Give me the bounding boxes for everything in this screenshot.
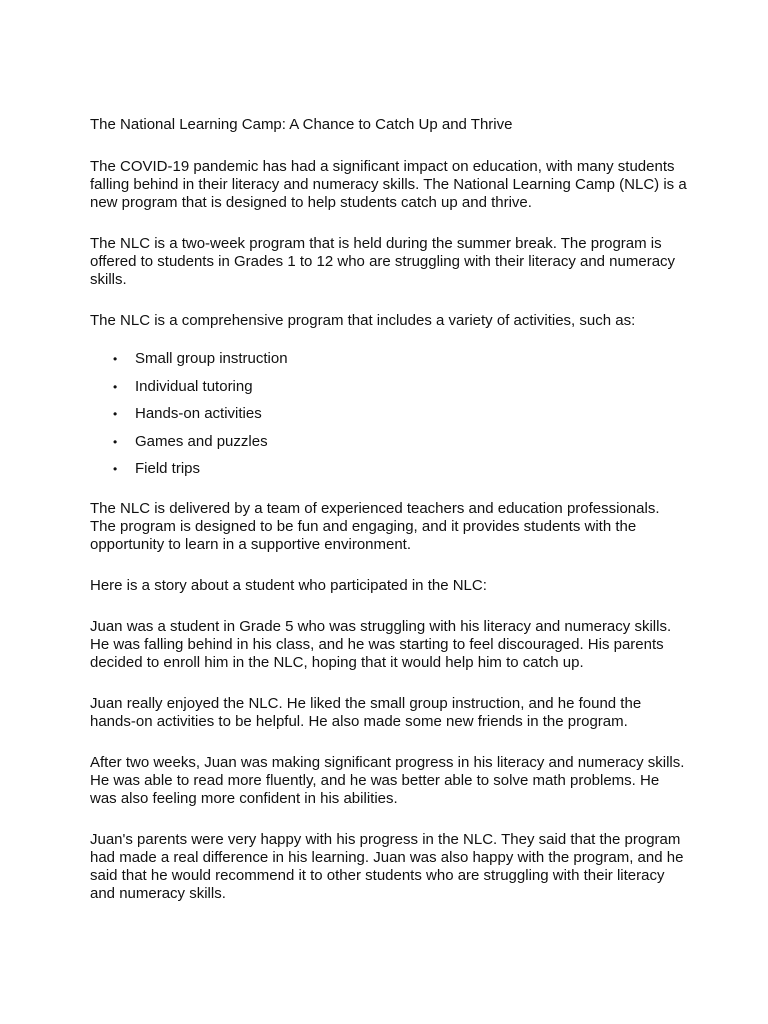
list-item-text: Field trips (135, 460, 201, 478)
bullet-icon: • (113, 352, 118, 366)
bullet-icon: • (113, 434, 118, 449)
paragraph-delivery: The NLC is delivered by a team of experienced teachers and education professionals. The program is designed to be fun and engaging, and it provides students with the opportunity to learn in a supportive environment. (90, 500, 660, 554)
paragraph-activities-intro: The NLC is a comprehensive program that includes a variety of activities, such as: (90, 312, 636, 329)
document-title: The National Learning Camp: A Chance to Catch Up and Thrive (90, 116, 513, 133)
bullet-icon: • (113, 379, 118, 394)
list-item-text: Individual tutoring (135, 377, 253, 395)
paragraph-parents-feedback: Juan's parents were very happy with his progress in the NLC. They said that the program had made a real difference in his learning. Juan was also happy with the program, and he said that he would recommend it to other students who are struggling with their literacy and numeracy skills. (90, 831, 684, 903)
list-item-text: Games and puzzles (135, 432, 268, 450)
paragraph-juan-progress: After two weeks, Juan was making significant progress in his literacy and numeracy skills. He was able to read more fluently, and he was better able to solve math problems. He was also feeling more confident in his abilities. (90, 754, 685, 808)
list-item (113, 377, 688, 396)
list-item-text: Small group instruction (135, 350, 288, 367)
list-item (113, 432, 688, 451)
list-item (113, 350, 688, 368)
list-item (113, 405, 688, 423)
bullet-icon: • (113, 407, 118, 422)
list-item (113, 460, 688, 478)
bullet-icon: • (113, 462, 118, 477)
activities-list (90, 350, 688, 478)
paragraph-program-overview: The NLC is a two-week program that is held during the summer break. The program is offered to students in Grades 1 to 12 who are struggling with their literacy and numeracy skills. (90, 235, 676, 288)
list-item-text: Hands-on activities (135, 405, 262, 423)
paragraph-story-intro: Here is a story about a student who participated in the NLC: (90, 577, 487, 595)
paragraph-juan-experience: Juan really enjoyed the NLC. He liked the small group instruction, and he found the hands-on activities to be helpful. He also made some new friends in the program. (90, 695, 642, 731)
paragraph-juan-background: Juan was a student in Grade 5 who was struggling with his literacy and numeracy skills. He was falling behind in his class, and he was starting to feel discouraged. His parents decided to enroll him in the NLC, hoping that it would help him to catch up. (90, 618, 672, 672)
paragraph-intro: The COVID-19 pandemic has had a significant impact on education, with many students falling behind in their literacy and numeracy skills. The National Learning Camp (NLC) is a new program that is designed to help students catch up and thrive. (90, 158, 687, 211)
